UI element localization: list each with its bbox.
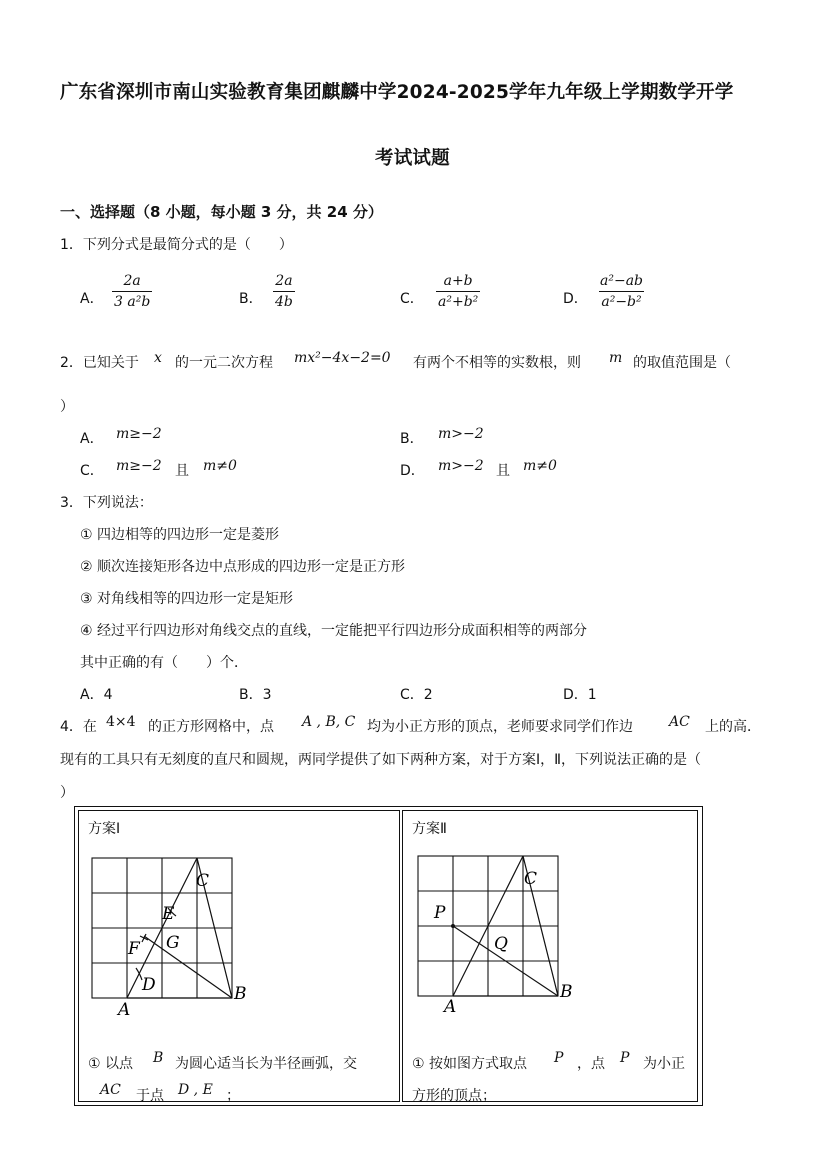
q1-opt-b-letter: B． xyxy=(239,291,263,307)
q1-opt-d-fraction: $\frac{\text{a²−ab}}{\text{a²−b²}}$ xyxy=(600,273,643,310)
q1-opt-a-fraction: $\frac{2a}{\text{3 a²b}}$ xyxy=(114,273,151,310)
q1-stem: 1．下列分式是最简分式的是（ ） xyxy=(60,237,293,253)
q2-opt-c-letter: C． xyxy=(80,463,104,479)
q2-stem-part1: 2．已知关于 xyxy=(60,355,139,371)
plan-2-point-p xyxy=(451,924,455,928)
q2-opt-a-text: m≥−2 xyxy=(116,426,162,442)
q2-opt-c-text2: m≠0 xyxy=(203,458,237,474)
plan-2-label-b: B xyxy=(560,982,573,1002)
q4-stem-part2: 的正方形网格中，点 xyxy=(148,719,274,735)
q2-stem-part4: 的取值范围是（ xyxy=(633,355,731,371)
doc-title-line2: 考试试题 xyxy=(375,148,450,169)
q4-stem-part4: 上的高． xyxy=(705,719,761,735)
plan-2-label-q: Q xyxy=(494,934,508,954)
plan-1-step2-part1: 于点 xyxy=(136,1088,164,1104)
q2-opt-b-letter: B． xyxy=(400,431,424,447)
q2-stem-part2: 的一元二次方程 xyxy=(175,355,273,371)
q2-equation: mx²−4x−2=0 xyxy=(294,350,391,366)
q4-stem-part3: 均为小正方形的顶点，老师要求同学们作边 xyxy=(367,719,633,735)
q2-opt-d-text2: m≠0 xyxy=(523,458,557,474)
q1-opt-c-letter: C． xyxy=(400,291,424,307)
plan-2-step1-var-p1: P xyxy=(554,1050,564,1066)
plan-2-title: 方案Ⅱ xyxy=(412,821,447,837)
q4-points: A , B, C xyxy=(302,714,356,730)
q2-opt-c-and: 且 xyxy=(175,463,189,479)
plan-1-label-c: C xyxy=(196,871,210,891)
q4-edge-ac: AC xyxy=(669,714,690,730)
plan-1-label-g: G xyxy=(166,933,180,953)
q3-opt-c: C．2 xyxy=(400,687,433,703)
q1-opt-c-fraction: $\frac{a+b}{\text{a²+b²}}$ xyxy=(438,273,479,310)
q4-stem-line3: ） xyxy=(60,785,74,801)
q3-item-3: ③ 对角线相等的四边形一定是矩形 xyxy=(80,591,294,607)
q2-var-x: x xyxy=(154,350,162,366)
plan-1-step1-var-b: B xyxy=(153,1050,164,1066)
q1-opt-d-letter: D． xyxy=(563,291,588,307)
q2-opt-d-letter: D． xyxy=(400,463,425,479)
plan-1-label-a: A xyxy=(118,1000,131,1020)
q3-opt-a: A．4 xyxy=(80,687,113,703)
plan-2-label-c: C xyxy=(524,869,538,889)
plan-1-step2-points: D , E xyxy=(178,1082,213,1098)
section-heading: 一、选择题（8 小题，每小题 3 分，共 24 分） xyxy=(60,203,383,221)
q3-opt-d: D．1 xyxy=(563,687,597,703)
plan-1-title: 方案Ⅰ xyxy=(88,821,121,837)
doc-title-line1: 广东省深圳市南山实验教育集团麒麟中学2024-2025学年九年级上学期数学开学 xyxy=(60,82,734,103)
q3-item-4: ④ 经过平行四边形对角线交点的直线，一定能把平行四边形分成面积相等的两部分 xyxy=(80,623,587,639)
plan-1-label-b: B xyxy=(234,984,247,1004)
plan-2-label-p: P xyxy=(434,903,446,923)
q2-opt-a-letter: A． xyxy=(80,431,104,447)
plan-1-step2-ac: AC xyxy=(100,1082,121,1098)
plan-1-label-e: E xyxy=(162,904,175,924)
q3-opt-b: B．3 xyxy=(239,687,272,703)
plan-1-step1-part2: 为圆心适当长为半径画弧，交 xyxy=(175,1056,357,1072)
plan-2-label-a: A xyxy=(444,997,457,1017)
q3-stem: 3．下列说法： xyxy=(60,495,153,511)
plan-2-step1-part2: ，点 xyxy=(577,1056,605,1072)
q2-var-m: m xyxy=(609,350,623,366)
q2-stem-part5: ） xyxy=(60,399,74,415)
q2-stem-part3: 有两个不相等的实数根，则 xyxy=(413,355,581,371)
plan-1-figure xyxy=(84,850,254,1020)
plan-1-step1-part1: ① 以点 xyxy=(88,1056,134,1072)
q3-tail: 其中正确的有（ ）个． xyxy=(80,655,248,671)
q2-opt-d-text1: m>−2 xyxy=(438,458,484,474)
plan-2-figure xyxy=(410,848,580,1018)
q2-opt-b-text: m>−2 xyxy=(438,426,484,442)
plan-2-step1-part3: 为小正 xyxy=(643,1056,685,1072)
plan-2-step1-var-p2: P xyxy=(620,1050,630,1066)
plan-1-label-d: D xyxy=(142,975,156,995)
q4-stem-part1: 4．在 xyxy=(60,719,97,735)
q3-item-2: ② 顺次连接矩形各边中点形成的四边形一定是正方形 xyxy=(80,559,405,575)
plan-2-step1-part1: ① 按如图方式取点 xyxy=(412,1056,528,1072)
q4-grid-size: 4×4 xyxy=(106,714,136,730)
q1-opt-b-fraction: $\frac{2a}{4b}$ xyxy=(275,273,293,310)
q3-item-1: ① 四边相等的四边形一定是菱形 xyxy=(80,527,280,543)
plan-2-step2: 方形的顶点； xyxy=(412,1088,496,1104)
q1-opt-a-letter: A． xyxy=(80,291,104,307)
plan-1-label-f: F xyxy=(128,939,140,959)
q2-opt-c-text1: m≥−2 xyxy=(116,458,162,474)
q2-opt-d-and: 且 xyxy=(496,463,510,479)
q4-stem-line2: 现有的工具只有无刻度的直尺和圆规，两同学提供了如下两种方案，对于方案Ⅰ，Ⅱ，下列说法正确的是（ xyxy=(60,752,702,768)
plan-1-step2-end: ； xyxy=(226,1088,240,1104)
